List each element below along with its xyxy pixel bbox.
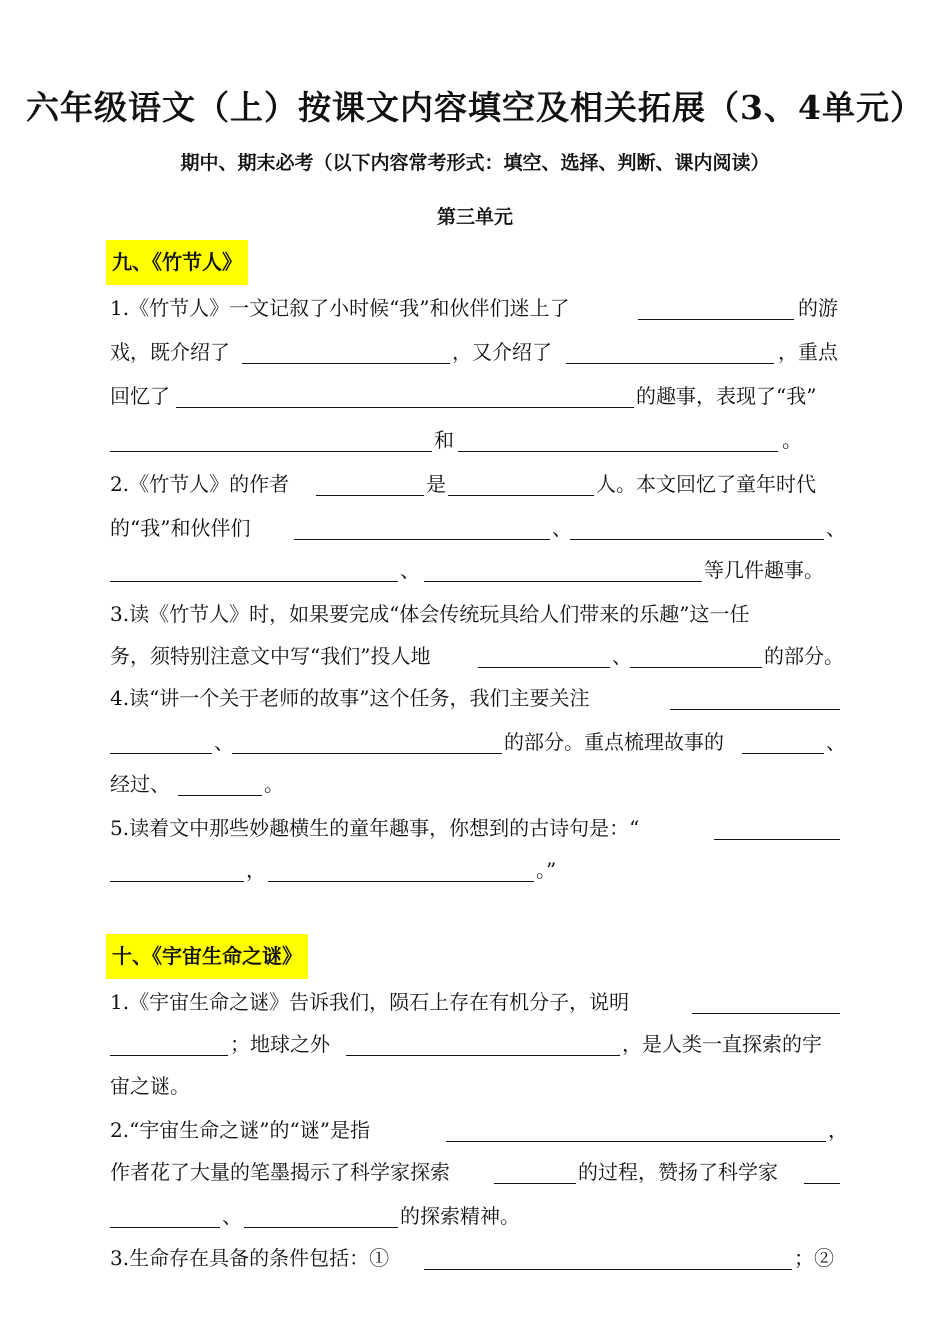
question-text: ，是人类一直探索的宇 bbox=[622, 1032, 822, 1056]
section-heading-zhujieren: 九、《竹节人》 bbox=[106, 240, 248, 285]
answer-blank[interactable] bbox=[494, 1183, 576, 1184]
question-line bbox=[110, 726, 846, 758]
answer-blank[interactable] bbox=[670, 709, 840, 710]
answer-blank[interactable] bbox=[178, 795, 262, 796]
question-text: ，又介绍了 bbox=[452, 340, 552, 364]
answer-blank[interactable] bbox=[110, 451, 432, 452]
answer-blank[interactable] bbox=[110, 881, 244, 882]
question-text: ；② bbox=[794, 1246, 834, 1270]
question-text: 的部分。 bbox=[764, 644, 844, 668]
answer-blank[interactable] bbox=[176, 407, 634, 408]
question-text: 的过程，赞扬了科学家 bbox=[578, 1160, 778, 1184]
answer-blank[interactable] bbox=[630, 667, 762, 668]
question-text: 是 bbox=[426, 472, 446, 496]
question-text: ， bbox=[828, 1118, 848, 1142]
question-text: 经过、 bbox=[110, 772, 170, 796]
answer-blank[interactable] bbox=[448, 495, 594, 496]
question-line bbox=[110, 1028, 840, 1060]
answer-blank[interactable] bbox=[316, 495, 424, 496]
question-text: 1.《竹节人》一文记叙了小时候“我”和伙伴们迷上了 bbox=[110, 296, 570, 320]
question-text: 的趣事，表现了“我” bbox=[636, 384, 817, 408]
answer-blank[interactable] bbox=[268, 881, 534, 882]
answer-blank[interactable] bbox=[232, 753, 502, 754]
question-line bbox=[110, 812, 840, 844]
answer-blank[interactable] bbox=[478, 667, 610, 668]
answer-blank[interactable] bbox=[424, 1269, 792, 1270]
answer-blank[interactable] bbox=[424, 581, 702, 582]
answer-blank[interactable] bbox=[446, 1141, 826, 1142]
question-line bbox=[110, 1200, 840, 1232]
question-line bbox=[110, 640, 844, 672]
question-line bbox=[110, 1114, 848, 1146]
question-text: 宙之谜。 bbox=[110, 1074, 190, 1098]
unit-heading: 第三单元 bbox=[436, 206, 513, 228]
question-text: 、 bbox=[400, 558, 420, 582]
question-line bbox=[110, 554, 840, 586]
question-text: 的“我”和伙伴们 bbox=[110, 516, 251, 540]
question-text: 人。本文回忆了童年时代 bbox=[596, 472, 816, 496]
question-text: 、 bbox=[612, 644, 632, 668]
question-text: 的部分。重点梳理故事的 bbox=[504, 730, 724, 754]
answer-blank[interactable] bbox=[570, 539, 824, 540]
question-line bbox=[110, 380, 840, 412]
question-line bbox=[110, 424, 840, 456]
question-text: 1.《宇宙生命之谜》告诉我们，陨石上存在有机分子，说明 bbox=[110, 990, 630, 1014]
question-line bbox=[110, 468, 840, 500]
answer-blank[interactable] bbox=[242, 363, 450, 364]
answer-blank[interactable] bbox=[110, 1055, 228, 1056]
answer-blank[interactable] bbox=[458, 451, 778, 452]
answer-blank[interactable] bbox=[110, 753, 212, 754]
answer-blank[interactable] bbox=[346, 1055, 620, 1056]
answer-blank[interactable] bbox=[692, 1013, 840, 1014]
question-text: 4.读“讲一个关于老师的故事”这个任务，我们主要关注 bbox=[110, 686, 590, 710]
question-text: 、 bbox=[222, 1204, 242, 1228]
question-line bbox=[110, 986, 840, 1018]
question-line bbox=[110, 1242, 840, 1274]
question-text: 等几件趣事。 bbox=[704, 558, 824, 582]
question-line bbox=[110, 598, 840, 630]
question-text: 、 bbox=[826, 730, 846, 754]
answer-blank[interactable] bbox=[804, 1183, 840, 1184]
section-heading-yuzhou: 十、《宇宙生命之谜》 bbox=[106, 934, 308, 979]
question-text: 3.读《竹节人》时，如果要完成“体会传统玩具给人们带来的乐趣”这一任 bbox=[110, 602, 750, 626]
question-line bbox=[110, 854, 840, 886]
question-text: 5.读着文中那些妙趣横生的童年趣事，你想到的古诗句是：“ bbox=[110, 816, 640, 840]
question-line bbox=[110, 512, 846, 544]
page-title: 六年级语文（上）按课文内容填空及相关拓展（3、4单元） bbox=[26, 88, 924, 127]
question-text: ；地球之外 bbox=[230, 1032, 330, 1056]
question-text: 。 bbox=[782, 428, 802, 452]
answer-blank[interactable] bbox=[110, 581, 398, 582]
question-text: 3.生命存在具备的条件包括：① bbox=[110, 1246, 390, 1270]
question-text: 、 bbox=[826, 516, 846, 540]
question-text: 回忆了 bbox=[110, 384, 170, 408]
question-line bbox=[110, 1156, 840, 1188]
answer-blank[interactable] bbox=[244, 1227, 398, 1228]
question-text: 。” bbox=[536, 858, 557, 882]
question-text: 、 bbox=[214, 730, 234, 754]
answer-blank[interactable] bbox=[566, 363, 774, 364]
question-text: 戏，既介绍了 bbox=[110, 340, 230, 364]
question-text: 作者花了大量的笔墨揭示了科学家探索 bbox=[110, 1160, 450, 1184]
question-line bbox=[110, 768, 840, 800]
question-text: ，重点 bbox=[778, 340, 838, 364]
answer-blank[interactable] bbox=[714, 839, 840, 840]
question-text: 2.《竹节人》的作者 bbox=[110, 472, 290, 496]
question-line bbox=[110, 336, 840, 368]
answer-blank[interactable] bbox=[638, 319, 794, 320]
answer-blank[interactable] bbox=[294, 539, 550, 540]
answer-blank[interactable] bbox=[110, 1227, 220, 1228]
question-text: 2.“宇宙生命之谜”的“谜”是指 bbox=[110, 1118, 370, 1142]
question-line bbox=[110, 292, 840, 324]
question-text: 。 bbox=[264, 772, 284, 796]
question-text: 务，须特别注意文中写“我们”投人地 bbox=[110, 644, 431, 668]
question-text: ， bbox=[246, 858, 266, 882]
question-text: 和 bbox=[434, 428, 454, 452]
page-subtitle: 期中、期末必考（以下内容常考形式：填空、选择、判断、课内阅读） bbox=[180, 152, 770, 174]
question-text: 的探索精神。 bbox=[400, 1204, 520, 1228]
question-line bbox=[110, 682, 840, 714]
question-line bbox=[110, 1070, 840, 1102]
question-text: 、 bbox=[552, 516, 572, 540]
answer-blank[interactable] bbox=[742, 753, 824, 754]
question-text: 的游 bbox=[798, 296, 838, 320]
